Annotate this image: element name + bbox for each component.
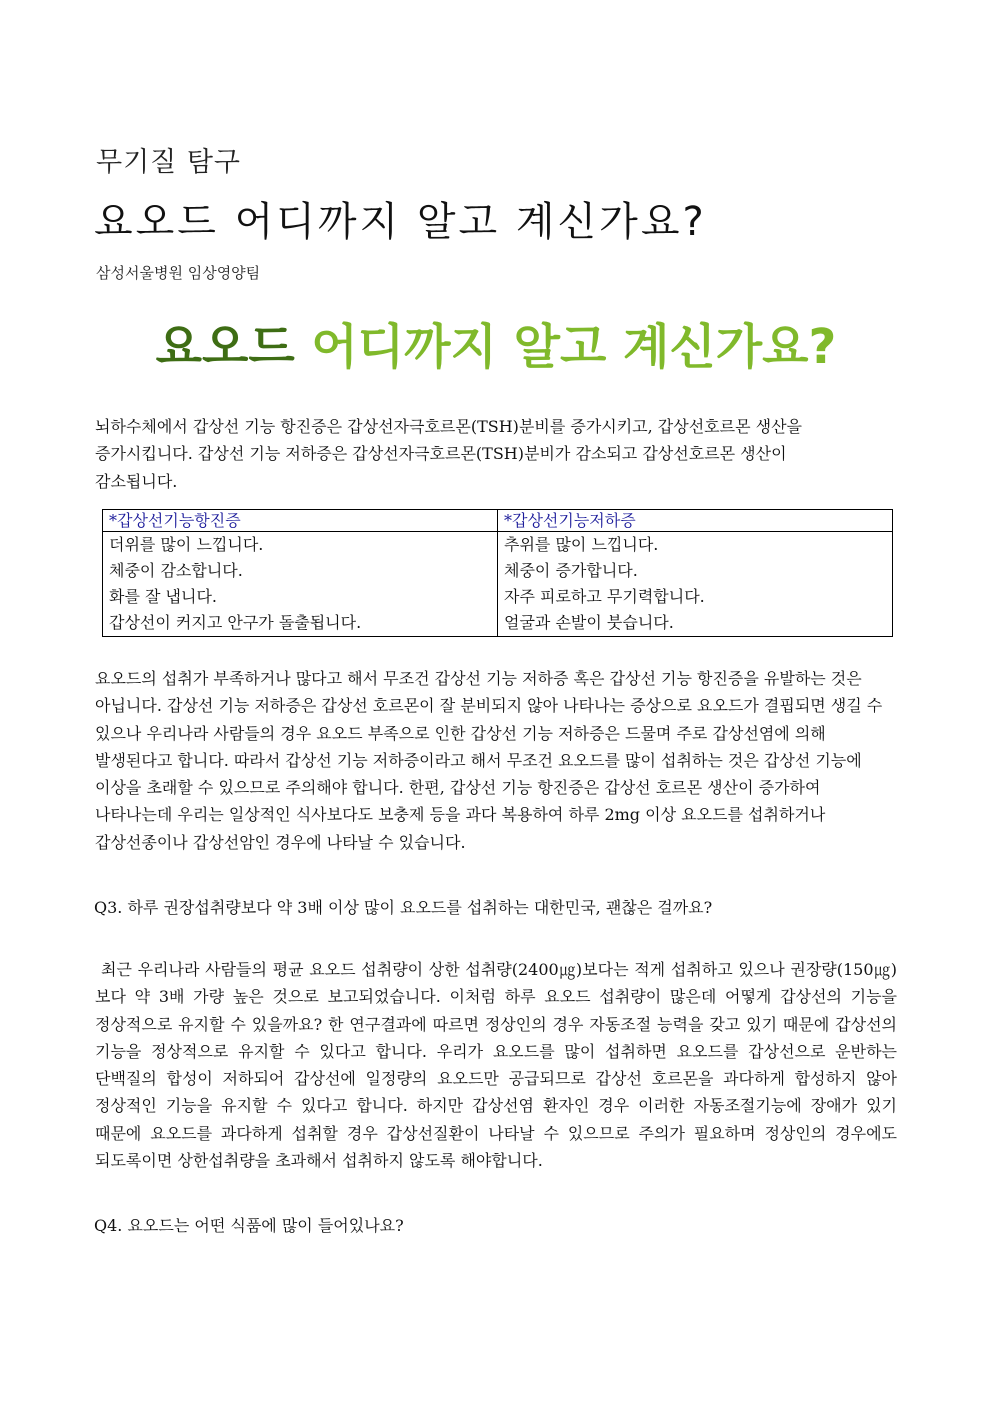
banner-text-dark: 요오드: [155, 319, 295, 375]
table-cell: 얼굴과 손발이 붓습니다.: [498, 610, 893, 637]
question-q4: Q4. 요오드는 어떤 식품에 많이 들어있나요?: [94, 1216, 404, 1235]
table-header-row: [103, 510, 893, 532]
header-hypothyroidism: *갑상선기능저하증: [498, 510, 893, 532]
author-label: 삼성서울병원 임상영양팀: [96, 264, 261, 282]
intro-paragraph: 뇌하수체에서 갑상선 기능 항진증은 갑상선자극호르몬(TSH)분비를 증가시키고, 갑상선호르몬 생산을 증가시킵니다. 갑상선 기능 저하증은 갑상선자극호르몬(TSH)분비가 감소되고 갑상선호르몬 생산이 감소됩니다.: [95, 417, 802, 491]
table-cell: 더위를 많이 느낍니다.: [103, 532, 498, 559]
answer-q3: 최근 우리나라 사람들의 평균 요오드 섭취량이 상한 섭취량(2400㎍)보다는 적게 섭취하고 있으나 권장량(150㎍)보다 약 3배 가량 높은 것으로 보고되었습니다. 이처럼 하루 요오드 섭취량이 많은데 어떻게 갑상선의 기능을 정상적으로 유지할 수 있을까요? 한 연구결과에 따르면 정상인의 경우 자동조절 능력을 갖고 있기 때문에 갑상선의 기능을 정상적으로 유지할 수 있다고 합니다. 우리가 요오드를 많이 섭취하면 요오드를 갑상선으로 운반하는 단백질의 합성이 저하되어 갑상선에 일정량의 요오드만 공급되므로 갑상선 호르몬을 과다하게 합성하지 않아 정상적인 기능을 유지할 수 있다고 합니다. 하지만 갑상선염 환자인 경우 이러한 자동조절기능에 장애가 있기 때문에 요오드를 과다하게 섭취할 경우 갑상선질환이 나타날 수 있으므로 주의가 필요하며 정상인의 경우에도 되도록이면 상한섭취량을 초과해서 섭취하지 않도록 해야합니다.: [95, 960, 897, 1171]
table-cell: 추위를 많이 느낍니다.: [498, 532, 893, 559]
table-row: [103, 558, 893, 584]
table-cell: 체중이 감소합니다.: [103, 558, 498, 584]
table-row: [103, 610, 893, 637]
page-title: 요오드 어디까지 알고 계신가요?: [94, 199, 707, 245]
iodine-thyroid-paragraph: 요오드의 섭취가 부족하거나 많다고 해서 무조건 갑상선 기능 저하증 혹은 갑상선 기능 항진증을 유발하는 것은 아닙니다. 갑상선 기능 저하증은 갑상선 호르몬이 잘 분비되지 않아 나타나는 증상으로 요오드가 결핍되면 생길 수 있으나 우리나라 사람들의 경우 요오드 부족으로 인한 갑상선 기능 저하증은 드물며 주로 갑상선염에 의해 발생된다고 합니다. 따라서 갑상선 기능 저하증이라고 해서 무조건 요오드를 많이 섭취하는 것은 갑상선 기능에 이상을 초래할 수 있으므로 주의해야 합니다. 한편, 갑상선 기능 항진증은 갑상선 호르몬 생산이 증가하여 나타나는데 우리는 일상적인 식사보다도 보충제 등을 과다 복용하여 하루 2mg 이상 요오드를 섭취하거나 갑상선종이나 갑상선암인 경우에 나타날 수 있습니다.: [95, 669, 883, 852]
title-banner-image: [0, 308, 992, 377]
table-cell: 화를 잘 냅니다.: [103, 584, 498, 610]
table-cell: 자주 피로하고 무기력합니다.: [498, 584, 893, 610]
table-cell: 갑상선이 커지고 안구가 돌출됩니다.: [103, 610, 498, 637]
category-label: 무기질 탐구: [96, 147, 241, 178]
banner-text-light: 어디까지 알고 계신가요?: [294, 319, 837, 375]
header-hyperthyroidism: *갑상선기능항진증: [103, 510, 498, 532]
symptom-comparison-table: [102, 509, 893, 637]
question-q3: Q3. 하루 권장섭취량보다 약 3배 이상 많이 요오드를 섭취하는 대한민국, 괜찮은 걸까요?: [94, 898, 713, 917]
table-cell: 체중이 증가합니다.: [498, 558, 893, 584]
table-row: [103, 584, 893, 610]
table-row: [103, 532, 893, 559]
